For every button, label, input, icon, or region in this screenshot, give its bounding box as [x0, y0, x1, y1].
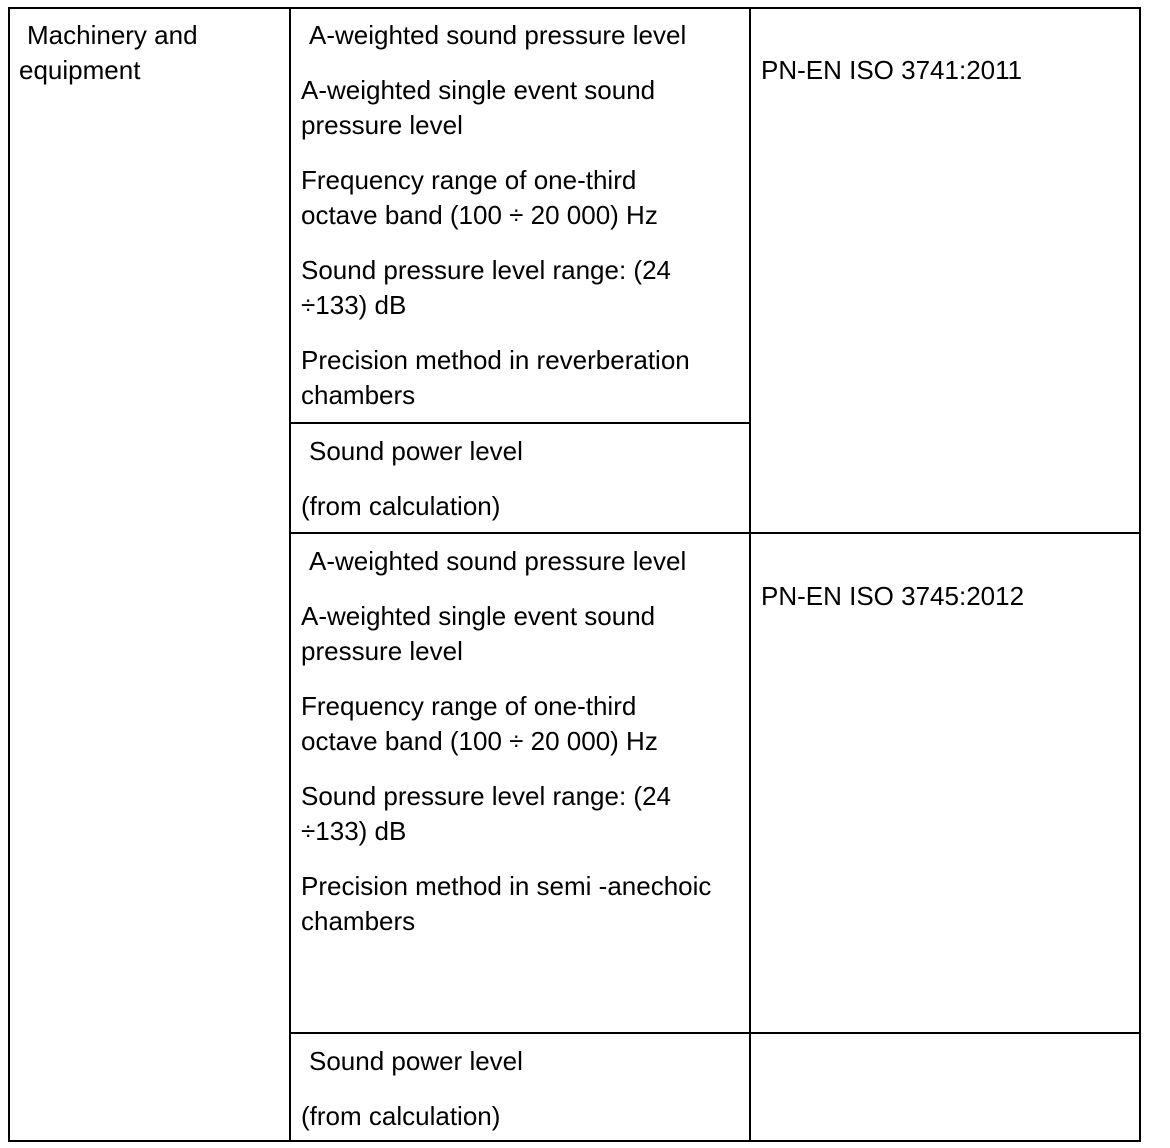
row-divider-group2-power: [289, 1032, 1141, 1034]
g1-power-line1: Sound power level: [309, 436, 523, 466]
g2-power-line1: Sound power level: [309, 1046, 523, 1076]
g2-param-line4: Frequency range of one-third: [301, 691, 637, 721]
category-label-line2: equipment: [19, 55, 141, 85]
g1-param-line7: ÷133) dB: [301, 290, 407, 320]
g1-power-line2: (from calculation): [301, 491, 501, 521]
g2-param-line2: A-weighted single event sound: [301, 601, 656, 631]
table-border-top: [8, 7, 1141, 9]
row-divider-group2: [289, 532, 1141, 534]
g2-param-line8: Precision method in semi -anechoic: [301, 871, 712, 901]
g2-standard: PN-EN ISO 3745:2012: [761, 581, 1025, 611]
g1-param-line5: octave band (100 ÷ 20 000) Hz: [301, 200, 658, 230]
g2-param-line1: A-weighted sound pressure level: [309, 546, 687, 576]
g2-power-line2: (from calculation): [301, 1101, 501, 1131]
g2-param-line9: chambers: [301, 906, 416, 936]
g1-param-line3: pressure level: [301, 110, 463, 140]
g1-param-line2: A-weighted single event sound: [301, 75, 656, 105]
g1-param-line8: Precision method in reverberation: [301, 345, 690, 375]
row-divider-group1-power: [289, 422, 751, 424]
g1-standard: PN-EN ISO 3741:2011: [761, 55, 1023, 85]
table-border-right: [1139, 7, 1141, 1142]
g2-param-line3: pressure level: [301, 636, 463, 666]
table-border-bottom: [8, 1140, 1141, 1142]
g1-param-line1: A-weighted sound pressure level: [309, 20, 687, 50]
g1-param-line4: Frequency range of one-third: [301, 165, 637, 195]
g2-param-line7: ÷133) dB: [301, 816, 407, 846]
g1-param-line9: chambers: [301, 380, 416, 410]
g2-param-line5: octave band (100 ÷ 20 000) Hz: [301, 726, 658, 756]
category-label-line1: Machinery and: [27, 20, 198, 50]
g2-param-line6: Sound pressure level range: (24: [301, 781, 672, 811]
table-border-left: [8, 7, 10, 1142]
column-divider-2: [749, 7, 751, 1142]
column-divider-1: [289, 7, 291, 1142]
g1-param-line6: Sound pressure level range: (24: [301, 255, 672, 285]
